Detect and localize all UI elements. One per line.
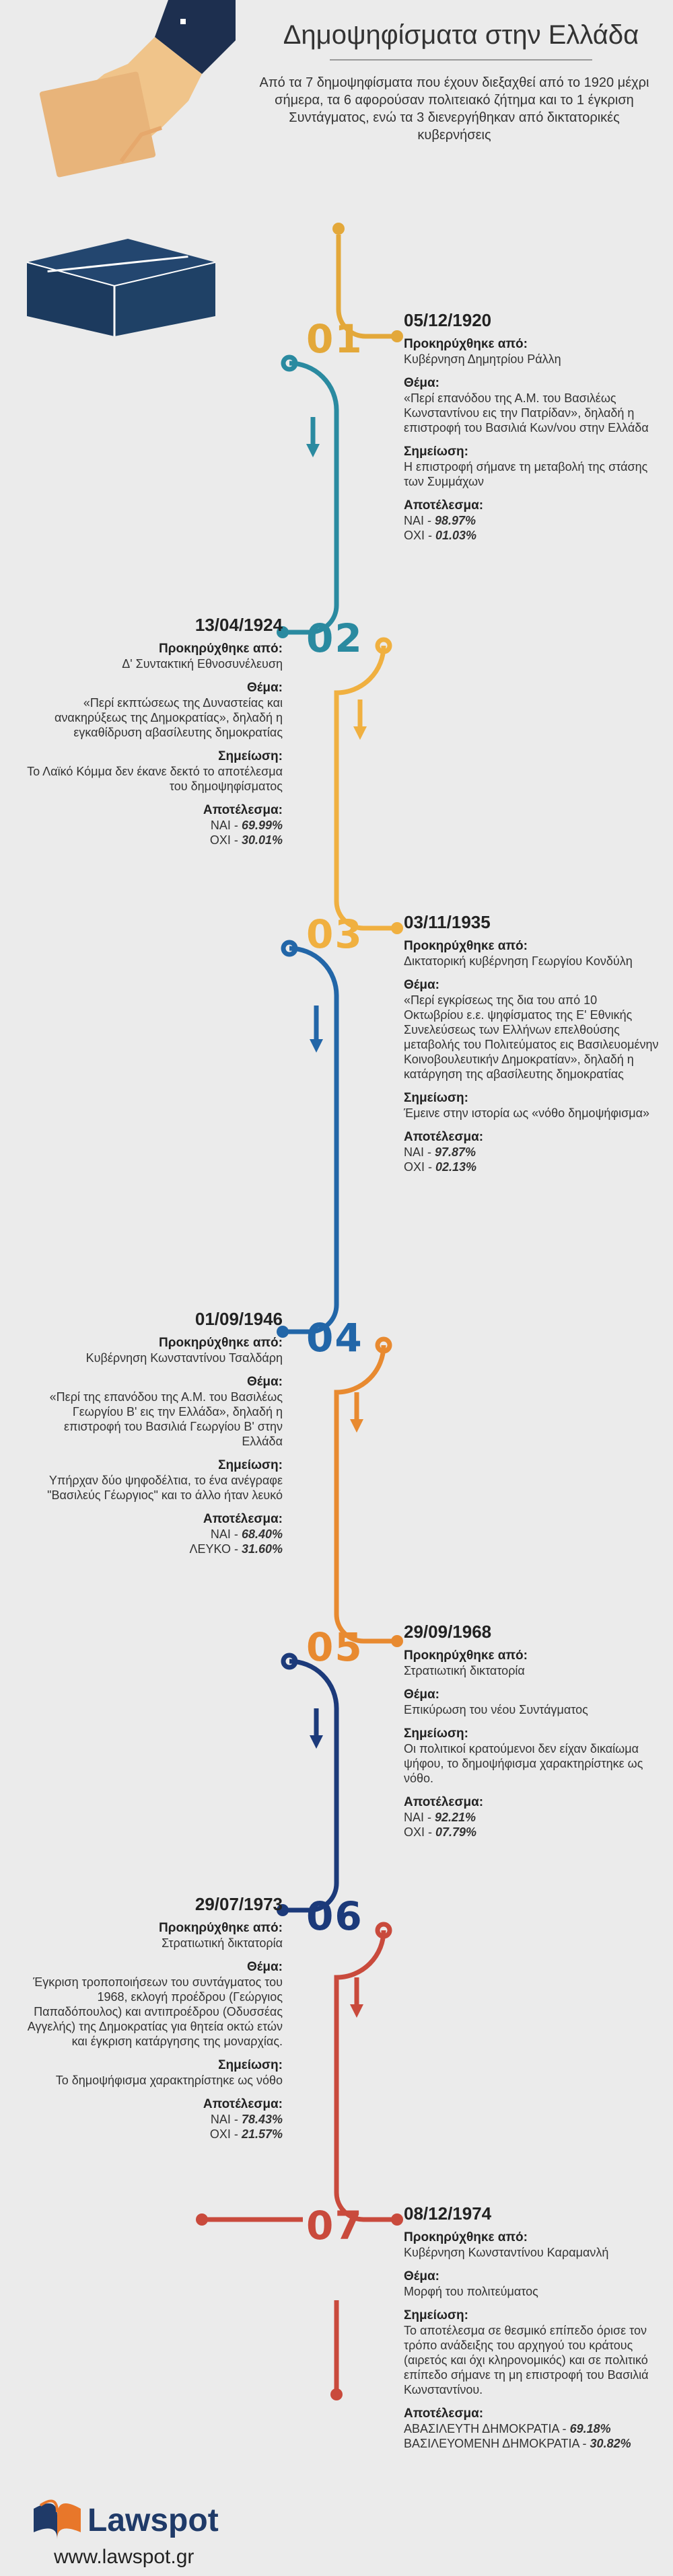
proclaimed-label: Προκηρύχθηκε από: [159, 1336, 283, 1350]
subject-value: «Περί εγκρίσεως της δια του από 10 Οκτωβρίου ε.ε. ψηφίσματος της Ε' Εθνικής Συνελεύσεως των Ελλήνων επελθούσης μεταβολής του Πολιτεύματος εις Βασιλευομένην Κοινοβουλευτικήν Δημοκρατίαν», δηλαδή η κατάργηση της αβασίλευτης δημοκρατίας [404, 993, 659, 1081]
entry-number-05: 05 [306, 1624, 363, 1670]
subject-label: Θέμα: [404, 978, 439, 992]
entry-number-07: 07 [306, 2203, 363, 2248]
entry-number-01: 01 [306, 316, 363, 362]
proclaimed-value: Κυβέρνηση Κωνσταντίνου Καραμανλή [404, 2246, 609, 2259]
entry-date: 29/07/1973 [194, 1894, 283, 1914]
result-line: ΝΑΙ - 98.97% [404, 514, 476, 527]
result-line: ΝΑΙ - 68.40% [210, 1527, 283, 1541]
subject-value: «Περί επανόδου της Α.Μ. του Βασιλέως Κωνσταντίνου εις την Πατρίδαν», δηλαδή η επιστροφή του Βασιλιά Κων/νου στην Ελλάδα [404, 391, 649, 434]
note-value: Το αποτέλεσμα σε θεσμικό επίπεδο όρισε τον τρόπο ανάδειξης του αρχηγού του κράτους (αιρετός και όχι κληρονομικός) και σε πολιτικό επίπεδο σήμανε τη μη επιστροφή του Βασιλιά Κωνσταντίνου. [404, 2324, 649, 2396]
proclaimed-value: Δικτατορική κυβέρνηση Γεωργίου Κονδύλη [404, 954, 633, 968]
result-line: ΝΑΙ - 78.43% [210, 2113, 283, 2126]
subject-label: Θέμα: [247, 681, 283, 695]
timeline-segment-03 [336, 640, 403, 934]
subject-label: Θέμα: [247, 1960, 283, 1974]
result-line: ΝΑΙ - 69.99% [210, 819, 283, 832]
entry-05 [404, 1624, 660, 1840]
result-line: ΝΑΙ - 97.87% [404, 1145, 476, 1159]
result-label: Αποτέλεσμα: [203, 1512, 283, 1526]
entry-03 [404, 912, 660, 1174]
entry-date: 13/04/1924 [194, 615, 283, 635]
subject-value: Έγκριση τροποποιήσεων του συντάγματος του 1968, εκλογή προέδρου (Γεώργιος Παπαδόπουλος) και αντιπροέδρου (Οδυσσέας Αγγελής) της Δημοκρατίας για θητεία οκτώ ετών και έγκριση κατάργησης της μοναρχίας. [27, 1975, 283, 2048]
proclaimed-value: Στρατιωτική δικτατορία [404, 1664, 525, 1677]
note-value: Οι πολιτικοί κρατούμενοι δεν είχαν δικαίωμα ψήφου, το δημοψήφισμα χαρακτηρίστηκε ως νόθο. [404, 1742, 643, 1785]
subject-value: Μορφή του πολιτεύματος [404, 2285, 538, 2298]
entry-02 [27, 617, 283, 847]
timeline-segment-05 [336, 1339, 403, 1647]
timeline-segment-02 [277, 357, 336, 638]
entry-number-06: 06 [306, 1893, 363, 1939]
note-value: Υπήρχαν δύο ψηφοδέλτια, το ένα ανέγραφε "Βασιλεύς Γέωργιος" και το άλλο ήταν λευκό [47, 1474, 283, 1502]
note-label: Σημείωση: [218, 1458, 283, 1472]
result-label: Αποτέλεσμα: [404, 2407, 484, 2421]
page-subtitle: Από τα 7 δημοψηφίσματα που έχουν διεξαχθεί από το 1920 μέχρι σήμερα, τα 6 αφορούσαν πολιτειακό ζήτημα και το 1 έγκριση Συντάγματος, ενώ τα 3 διενεργήθηκαν από δικτατορικές κυβερνήσεις [259, 75, 649, 143]
proclaimed-label: Προκηρύχθηκε από: [404, 939, 528, 953]
proclaimed-value: Κυβέρνηση Κωνσταντίνου Τσαλδάρη [85, 1351, 283, 1365]
subject-value: «Περί εκπτώσεως της Δυναστείας και ανακηρύξεως της Δημοκρατίας», δηλαδή η εγκαθίδρυση αβασίλευτης δημοκρατίας [55, 696, 283, 739]
note-value: Το δημοψήφισμα χαρακτηρίστηκε ως νόθο [55, 2074, 283, 2087]
entry-date: 05/12/1920 [404, 310, 492, 330]
result-line: ΟΧΙ - 30.01% [209, 833, 283, 847]
note-value: Η επιστροφή σήμανε τη μεταβολή της στάσης των Συμμάχων [404, 460, 648, 488]
result-line: ΟΧΙ - 21.57% [209, 2127, 283, 2141]
entry-date: 01/09/1946 [194, 1309, 283, 1329]
entry-number-04: 04 [306, 1315, 363, 1361]
note-value: Έμεινε στην ιστορία ως «νόθο δημοψήφισμα» [404, 1106, 649, 1120]
entry-date: 03/11/1935 [404, 912, 491, 932]
timeline-segment-04 [277, 942, 336, 1338]
proclaimed-label: Προκηρύχθηκε από: [159, 642, 283, 656]
result-line: ΟΧΙ - 07.79% [404, 1825, 477, 1839]
result-label: Αποτέλεσμα: [404, 498, 484, 513]
lawspot-book-icon [30, 2495, 84, 2542]
note-value: Το Λαϊκό Κόμμα δεν έκανε δεκτό το αποτέλεσμα του δημοψηφίσματος [27, 765, 283, 793]
subject-label: Θέμα: [247, 1375, 283, 1389]
result-label: Αποτέλεσμα: [404, 1130, 484, 1144]
entry-04 [27, 1309, 283, 1556]
entry-01 [404, 310, 660, 543]
entry-number-03: 03 [306, 911, 363, 957]
proclaimed-value: Κυβέρνηση Δημητρίου Ράλλη [404, 352, 561, 366]
result-line: ΟΧΙ - 01.03% [404, 529, 477, 542]
note-label: Σημείωση: [404, 1091, 468, 1105]
subject-value: Επικύρωση του νέου Συντάγματος [404, 1703, 588, 1716]
result-label: Αποτέλεσμα: [203, 803, 283, 817]
entry-number-02: 02 [306, 615, 363, 661]
timeline-segment-06 [277, 1655, 336, 1916]
note-label: Σημείωση: [218, 749, 283, 763]
note-label: Σημείωση: [404, 1727, 468, 1741]
result-label: Αποτέλεσμα: [404, 1795, 484, 1809]
result-line: ΟΧΙ - 02.13% [404, 1160, 477, 1174]
proclaimed-label: Προκηρύχθηκε από: [159, 1921, 283, 1935]
entry-07 [404, 2203, 660, 2451]
footer-url[interactable]: www.lawspot.gr [54, 2546, 194, 2568]
result-line: ΒΑΣΙΛΕΥΟΜΕΝΗ ΔΗΜΟΚΡΑΤΙΑ - 30.82% [404, 2437, 631, 2450]
entry-date: 29/09/1968 [404, 1622, 492, 1642]
note-label: Σημείωση: [218, 2058, 283, 2072]
proclaimed-label: Προκηρύχθηκε από: [404, 2230, 528, 2244]
result-label: Αποτέλεσμα: [203, 2097, 283, 2111]
brand-logo-text: Lawspot [87, 2503, 219, 2538]
result-line: ΝΑΙ - 92.21% [404, 1811, 476, 1824]
subject-label: Θέμα: [404, 1688, 439, 1702]
proclaimed-value: Στρατιωτική δικτατορία [162, 1936, 283, 1950]
entry-06 [27, 1894, 283, 2142]
result-line: ΛΕΥΚΟ - 31.60% [189, 1542, 283, 1556]
result-line: ΑΒΑΣΙΛΕΥΤΗ ΔΗΜΟΚΡΑΤΙΑ - 69.18% [404, 2422, 611, 2435]
proclaimed-label: Προκηρύχθηκε από: [404, 1649, 528, 1663]
page-title: Δημοψηφίσματα στην Ελλάδα [283, 20, 639, 50]
subject-label: Θέμα: [404, 2269, 439, 2283]
proclaimed-label: Προκηρύχθηκε από: [404, 337, 528, 351]
note-label: Σημείωση: [404, 445, 468, 459]
entry-date: 08/12/1974 [404, 2203, 492, 2224]
subject-value: «Περί της επανόδου της Α.Μ. του Βασιλέως Γεωργίου Β' εις την Ελλάδα», δηλαδή η επιστροφή του Βασιλιά Γεωργίου Β' στην Ελλάδα [49, 1390, 283, 1448]
proclaimed-value: Δ' Συντακτική Εθνοσυνέλευση [122, 657, 283, 671]
subject-label: Θέμα: [404, 376, 439, 390]
note-label: Σημείωση: [404, 2308, 468, 2322]
